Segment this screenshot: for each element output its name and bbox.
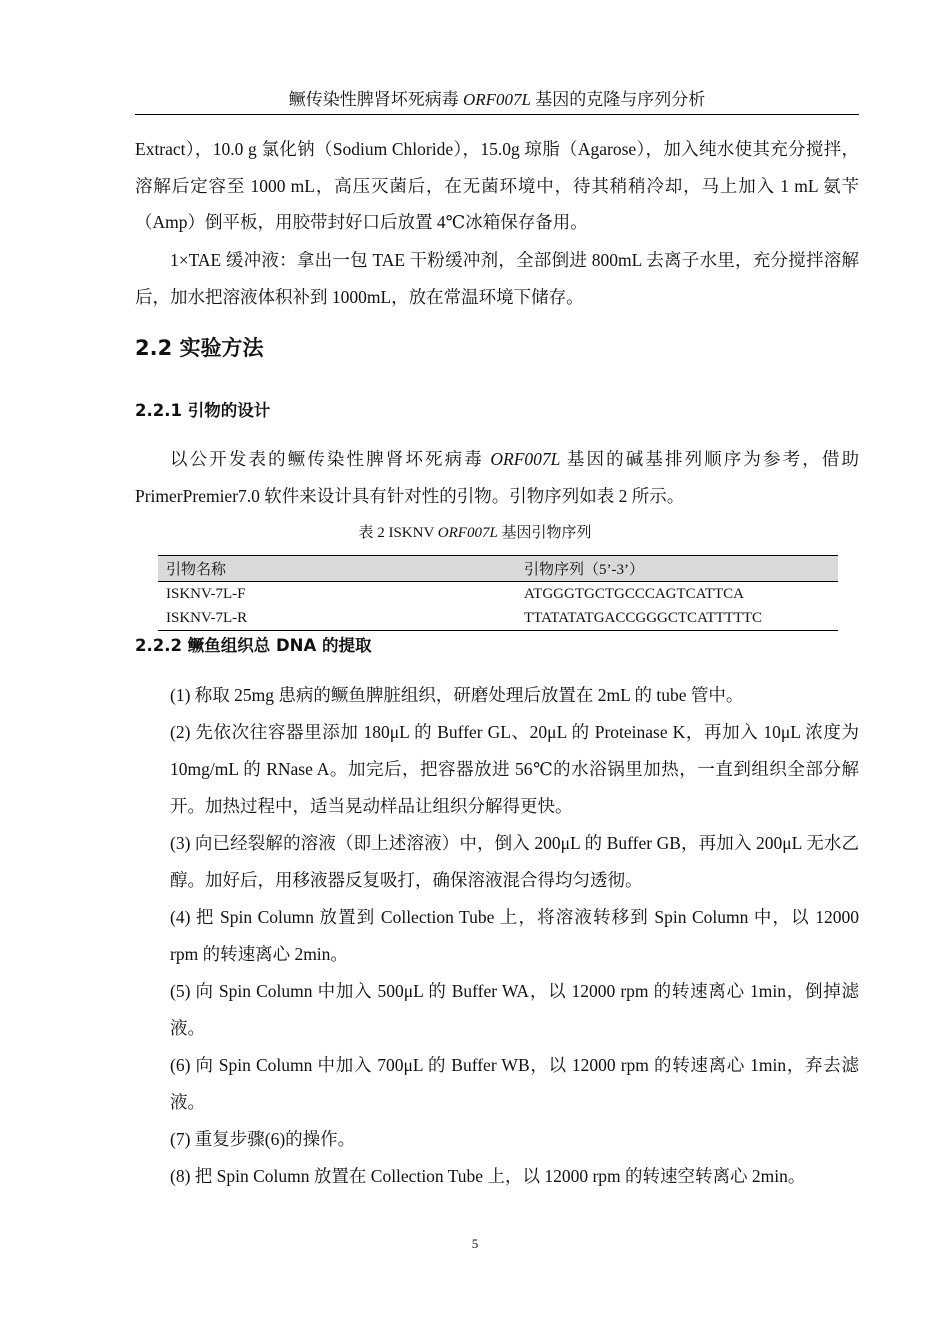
caption-gene-name: ORF007L bbox=[437, 525, 498, 541]
section-heading-2-2: 2.2 实验方法 bbox=[135, 336, 264, 360]
paragraph-lb-medium: Extract），10.0 g 氯化钠（Sodium Chloride），15.0g 琼脂（Agarose），加入纯水使其充分搅拌，溶解后定容至 1000 mL，高压灭菌后，在无菌环境中，待其稍稍冷却，马上加入 1 mL 氨苄（Amp）倒平板，用胶带封好口后放置 4℃冰箱保存备用。 bbox=[135, 139, 859, 232]
table-header-row bbox=[158, 556, 838, 582]
section-heading-2-2-2: 2.2.2 鳜鱼组织总 DNA 的提取 bbox=[135, 636, 372, 655]
primer-name: ISKNV-7L-R bbox=[158, 606, 516, 631]
step-item: (3) 向已经裂解的溶液（即上述溶液）中，倒入 200μL 的 Buffer GB，再加入 200μL 无水乙醇。加好后，用移液器反复吸打，确保溶液混合得均匀透彻。 bbox=[170, 833, 859, 890]
header-text-post: 基因的克隆与序列分析 bbox=[531, 90, 706, 109]
table-row bbox=[158, 606, 838, 631]
running-header bbox=[135, 86, 859, 115]
header-text-pre: 鳜传染性脾肾坏死病毒 bbox=[288, 90, 463, 109]
column-header-name: 引物名称 bbox=[158, 556, 516, 582]
paragraph-tae-buffer: 1×TAE 缓冲液：拿出一包 TAE 干粉缓冲剂，全部倒进 800mL 去离子水里，充分搅拌溶解后，加水把溶液体积补到 1000mL，放在常温环境下储存。 bbox=[135, 250, 859, 307]
primer-text-post: 基因的碱基排列顺序为参考，借助 PrimerPremier7.0 软件来设计具有针对性的引物。引物序列如表 2 所示。 bbox=[135, 449, 860, 506]
step-item: (4) 把 Spin Column 放置到 Collection Tube 上，将溶液转移到 Spin Column 中，以 12000 rpm 的转速离心 2min。 bbox=[170, 907, 859, 964]
step-item: (8) 把 Spin Column 放置在 Collection Tube 上，以 12000 rpm 的转速空转离心 2min。 bbox=[170, 1166, 806, 1186]
step-item: (1) 称取 25mg 患病的鳜鱼脾脏组织，研磨处理后放置在 2mL 的 tube 管中。 bbox=[170, 685, 744, 705]
primer-text-pre: 以公开发表的鳜传染性脾肾坏死病毒 bbox=[170, 449, 491, 469]
caption-post: 基因引物序列 bbox=[497, 525, 592, 541]
step-item: (5) 向 Spin Column 中加入 500μL 的 Buffer WA，以 12000 rpm 的转速离心 1min，倒掉滤液。 bbox=[170, 981, 859, 1038]
step-item: (6) 向 Spin Column 中加入 700μL 的 Buffer WB，以 12000 rpm 的转速离心 1min，弃去滤液。 bbox=[170, 1055, 859, 1112]
primer-sequence: ATGGGTGCTGCCCAGTCATTCA bbox=[524, 585, 745, 602]
dna-extraction-steps bbox=[170, 677, 859, 1195]
primer-name: ISKNV-7L-F bbox=[166, 585, 246, 602]
table-row bbox=[158, 582, 838, 607]
table-caption bbox=[0, 520, 950, 546]
header-gene-name: ORF007L bbox=[463, 90, 531, 109]
primer-gene-name: ORF007L bbox=[490, 449, 561, 469]
paragraph-primer-design bbox=[135, 441, 859, 514]
primer-sequence: TTATATATGACCGGGCTCATTTTTC bbox=[516, 606, 838, 631]
step-item: (7) 重复步骤(6)的操作。 bbox=[170, 1129, 356, 1149]
step-item: (2) 先依次往容器里添加 180μL 的 Buffer GL、20μL 的 Proteinase K，再加入 10μL 浓度为 10mg/mL 的 RNase A。加完后，把容器放进 56℃的水浴锅里加热，一直到组织全部分解开。加热过程中，适当晃动样品让组织分解得更快。 bbox=[170, 722, 859, 816]
caption-pre: 表 2 ISKNV bbox=[358, 525, 438, 541]
column-header-sequence: 引物序列（5’-3’） bbox=[516, 556, 838, 582]
primer-table bbox=[158, 555, 838, 631]
page-number: 5 bbox=[471, 1236, 479, 1251]
section-heading-2-2-1: 2.2.1 引物的设计 bbox=[135, 401, 271, 420]
